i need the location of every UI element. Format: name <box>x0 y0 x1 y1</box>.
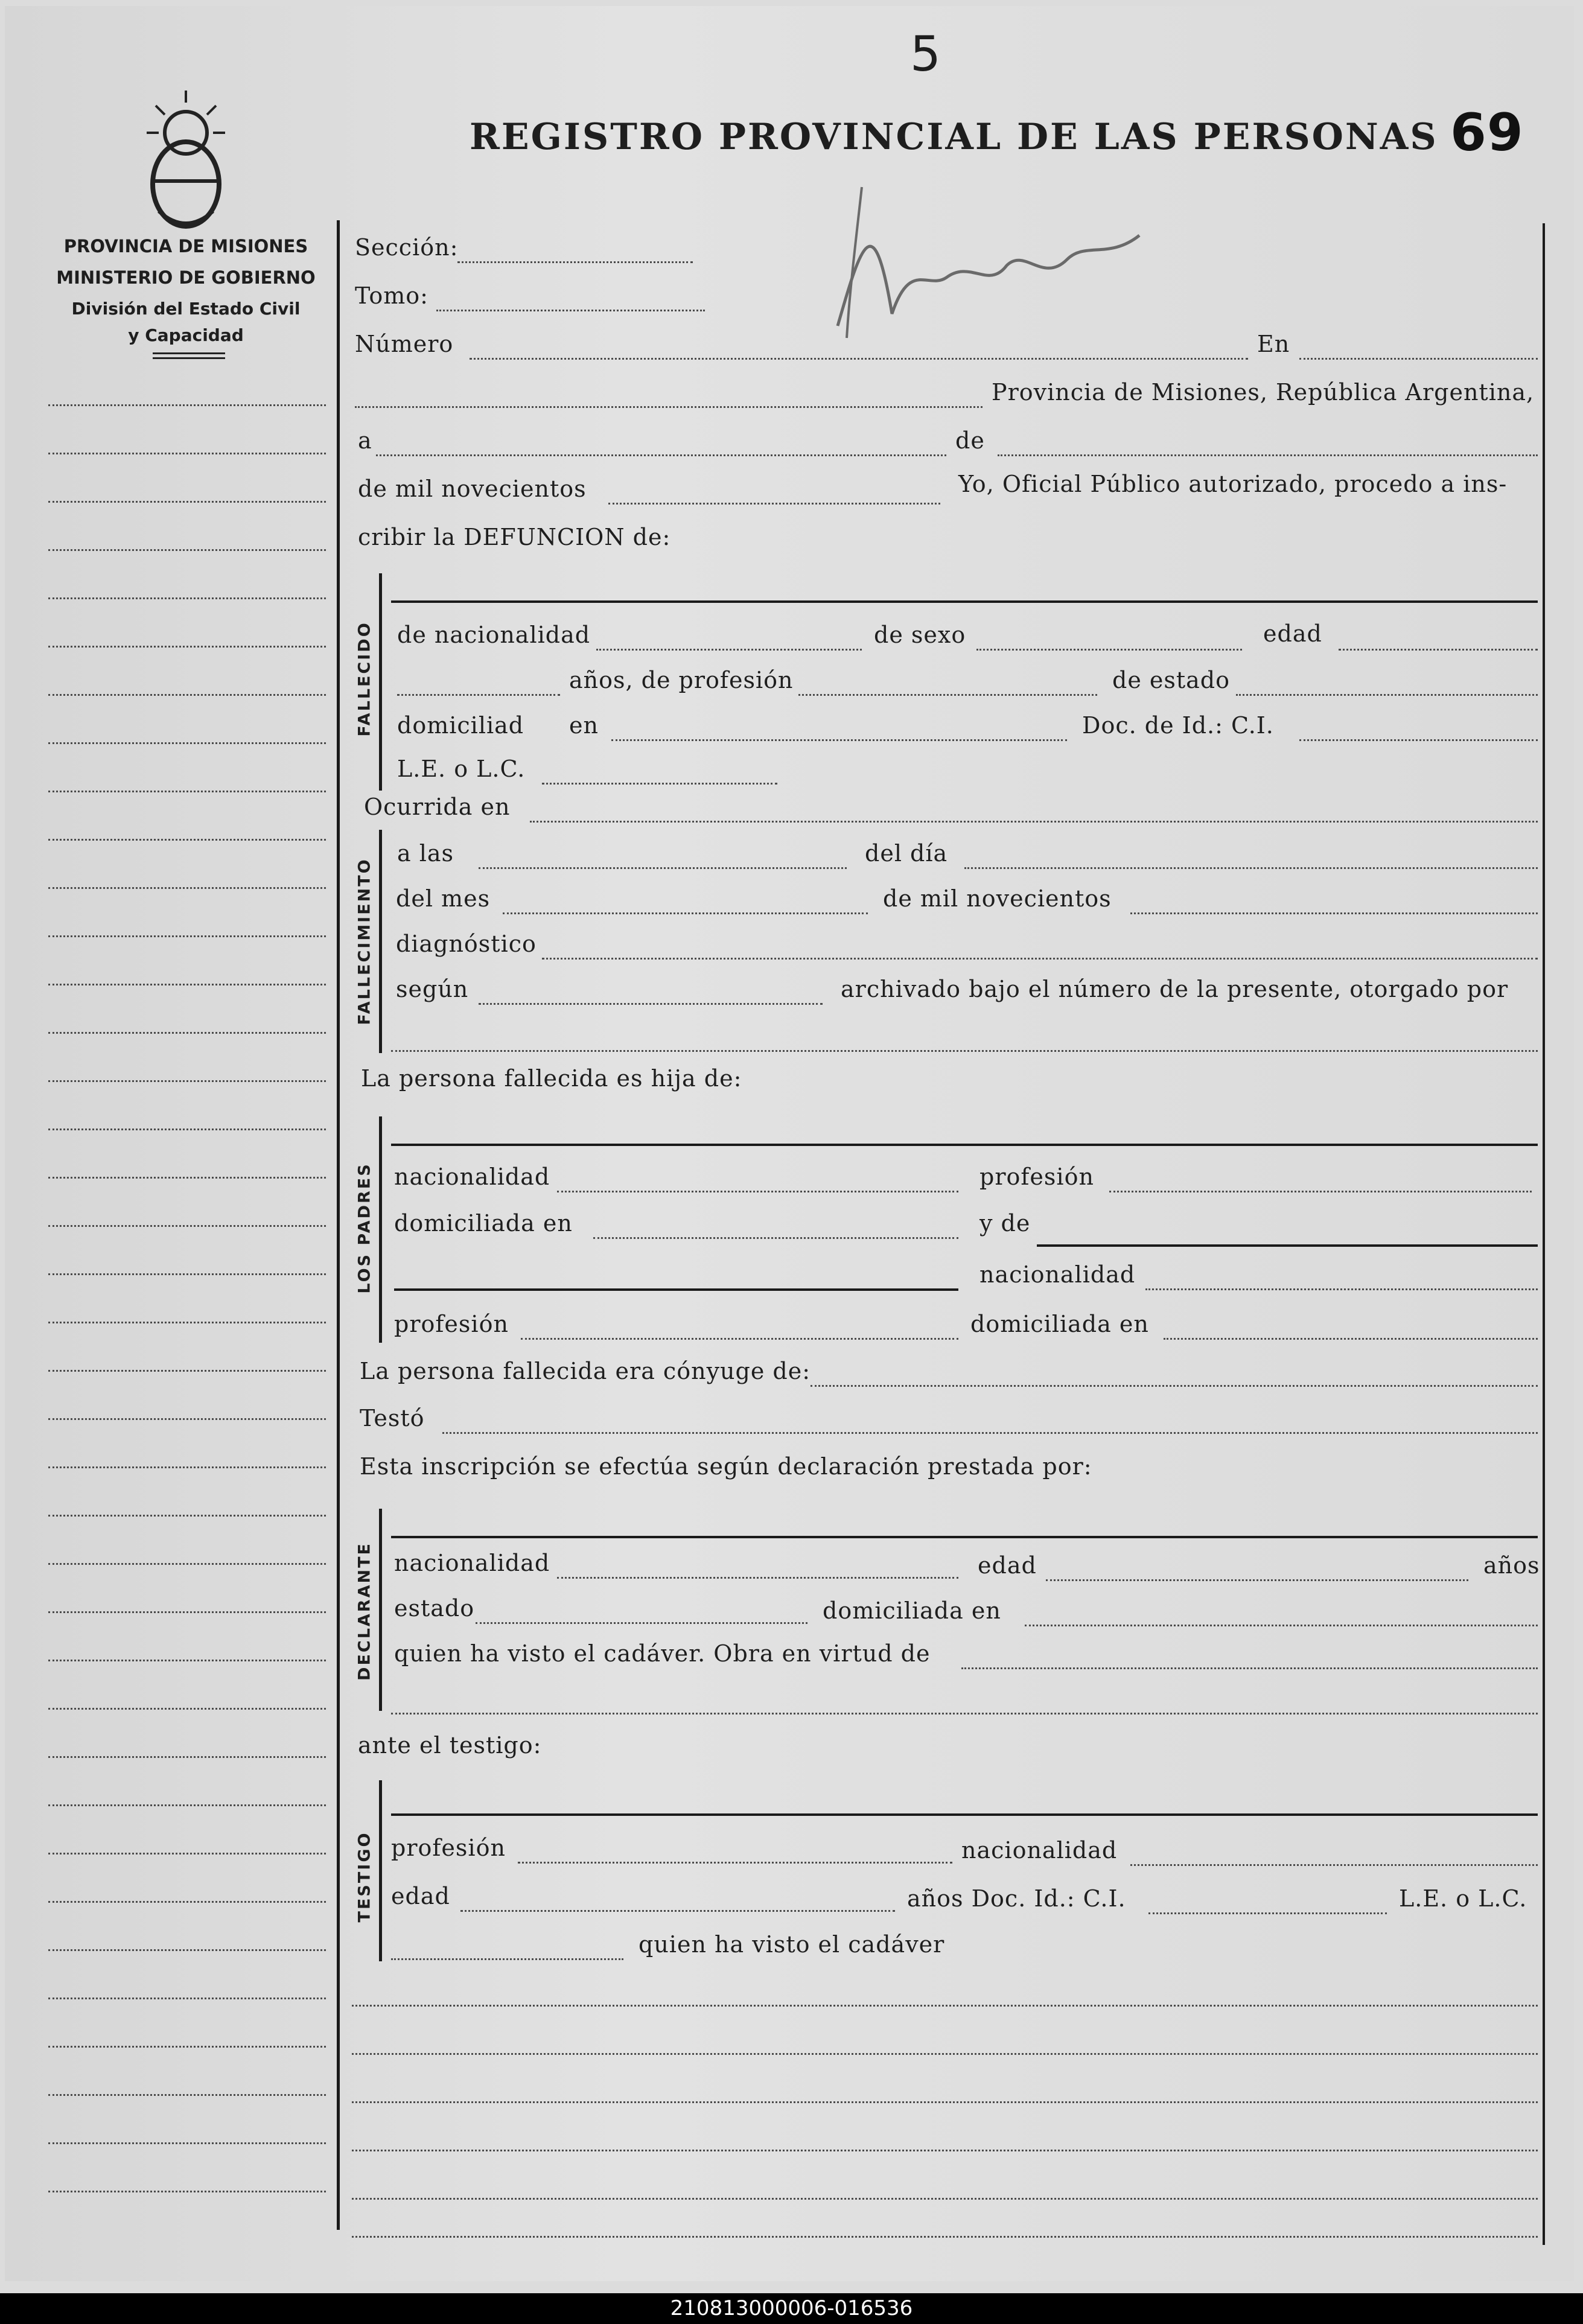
hija-de-label: La persona fallecida es hija de: <box>361 1065 742 1092</box>
edad-field[interactable] <box>1339 649 1538 651</box>
tomo-field[interactable] <box>436 310 705 311</box>
nacionalidad-field[interactable] <box>596 649 862 651</box>
name-line <box>391 600 1538 603</box>
month-field[interactable] <box>998 454 1538 456</box>
bracket-fallecido <box>379 573 382 791</box>
diagnostico-field[interactable] <box>542 958 1538 960</box>
bracket-fallecimiento <box>379 830 382 1053</box>
declarante-virtud-field[interactable] <box>961 1667 1538 1669</box>
le-lc-field[interactable] <box>542 783 777 785</box>
le-lc-label: L.E. o L.C. <box>397 756 526 782</box>
en-domicilio-label: en <box>569 712 599 739</box>
nacionalidad-label: de nacionalidad <box>397 622 591 648</box>
padre-name-line <box>391 1144 1538 1146</box>
declarante-nacionalidad-label: nacionalidad <box>394 1550 550 1576</box>
seccion-field[interactable] <box>457 261 693 263</box>
declarante-domiciliada-label: domiciliada en <box>823 1597 1001 1624</box>
header-underline <box>153 352 225 354</box>
madre-domiciliada-label: domiciliada en <box>970 1311 1149 1337</box>
padre-nacionalidad-field[interactable] <box>557 1191 958 1192</box>
padre-profesion-field[interactable] <box>1109 1191 1532 1192</box>
seccion-label: Sección: <box>355 234 459 261</box>
madre-domicilio-field[interactable] <box>1164 1338 1538 1340</box>
testigo-visto-label: quien ha visto el cadáver <box>639 1931 945 1958</box>
domicilio-field[interactable] <box>611 739 1067 741</box>
document-id-footer: 210813000006-016536 <box>0 2293 1583 2324</box>
conyuge-label: La persona fallecida era cónyuge de: <box>360 1358 811 1384</box>
estado-field[interactable] <box>1236 694 1538 696</box>
ocurrida-field[interactable] <box>530 821 1538 823</box>
diagnostico-label: diagnóstico <box>396 931 537 957</box>
testigo-doc-label: años Doc. Id.: C.I. <box>907 1885 1126 1912</box>
de-label: de <box>955 427 985 454</box>
testigo-profesion-label: profesión <box>391 1835 506 1861</box>
domiciliad-label: domiciliad <box>397 712 524 739</box>
declarante-name-line <box>391 1536 1538 1538</box>
del-mes-label: del mes <box>396 885 491 912</box>
de-mil-novecientos-2-label: de mil novecientos <box>883 885 1112 912</box>
declarante-estado-field[interactable] <box>476 1622 807 1624</box>
y-de-label: y de <box>979 1210 1031 1237</box>
declarante-nacionalidad-field[interactable] <box>557 1577 958 1579</box>
madre-profesion-label: profesión <box>394 1311 509 1337</box>
form-title: REGISTRO PROVINCIAL DE LAS PERSONAS <box>470 116 1438 158</box>
province-country-text: Provincia de Misiones, República Argentina, <box>992 379 1535 406</box>
declarante-estado-label: estado <box>394 1595 475 1622</box>
testigo-edad-label: edad <box>391 1883 450 1909</box>
segun-field[interactable] <box>479 1003 823 1005</box>
tomo-label: Tomo: <box>355 282 428 309</box>
bracket-padres <box>379 1116 382 1343</box>
profesion-field[interactable] <box>798 694 1097 696</box>
anos-field[interactable] <box>397 694 560 696</box>
estado-label: de estado <box>1112 667 1231 693</box>
declarante-domicilio-field[interactable] <box>1025 1625 1538 1626</box>
anos-profesion-label: años, de profesión <box>569 667 794 693</box>
ocurrida-label: Ocurrida en <box>364 794 511 820</box>
coat-of-arms-seal <box>141 91 231 229</box>
sexo-field[interactable] <box>976 649 1242 651</box>
testigo-le-lc-field[interactable] <box>391 1958 623 1960</box>
testigo-nacionalidad-label: nacionalidad <box>961 1837 1118 1864</box>
a-las-label: a las <box>397 840 454 867</box>
declarante-edad-field[interactable] <box>1046 1579 1468 1581</box>
testigo-nacionalidad-field[interactable] <box>1130 1864 1538 1866</box>
year-field[interactable] <box>608 503 940 505</box>
en-label: En <box>1257 331 1290 357</box>
en-field[interactable] <box>1299 358 1538 360</box>
division-label: División del Estado Civil <box>71 299 301 319</box>
madre-name-line-left[interactable] <box>394 1288 958 1291</box>
doc-ci-field[interactable] <box>1299 739 1538 741</box>
declarante-edad-label: edad <box>978 1552 1037 1579</box>
padre-nacionalidad-label: nacionalidad <box>394 1164 550 1190</box>
bracket-declarante <box>379 1509 382 1711</box>
handwritten-signature <box>826 169 1164 350</box>
numero-label: Número <box>355 331 454 357</box>
right-border <box>1543 223 1545 2245</box>
madre-nacionalidad-field[interactable] <box>1145 1288 1538 1290</box>
declarante-extra-field[interactable] <box>391 1713 1538 1714</box>
mes-field[interactable] <box>503 912 868 914</box>
capacity-label: y Capacidad <box>128 325 244 345</box>
oficial-text: Yo, Oficial Público autorizado, procedo a ins- <box>958 471 1508 497</box>
testo-label: Testó <box>360 1405 425 1431</box>
declaracion-text: Esta inscripción se efectúa según declaración prestada por: <box>360 1453 1092 1480</box>
declarante-anos-label: años <box>1483 1552 1540 1579</box>
padre-profesion-label: profesión <box>979 1164 1094 1190</box>
ano-field[interactable] <box>1130 912 1538 914</box>
day-field[interactable] <box>376 454 946 456</box>
inscribir-text: cribir la DEFUNCION de: <box>358 524 671 550</box>
testigo-le-lc-label: L.E. o L.C. <box>1399 1885 1527 1912</box>
testigo-name-line <box>391 1813 1538 1816</box>
segun-label: según <box>396 976 469 1002</box>
madre-profesion-field[interactable] <box>521 1338 958 1340</box>
declarante-visto-label: quien ha visto el cadáver. Obra en virtud de <box>394 1640 931 1667</box>
hora-field[interactable] <box>479 867 847 869</box>
testigo-label: ante el testigo: <box>358 1732 542 1759</box>
doc-ci-label: Doc. de Id.: C.I. <box>1082 712 1274 739</box>
testo-field[interactable] <box>442 1432 1538 1434</box>
otorgado-field[interactable] <box>391 1050 1538 1052</box>
province-label: PROVINCIA DE MISIONES <box>63 236 308 256</box>
testigo-edad-field[interactable] <box>460 1910 895 1912</box>
folio-number: 69 <box>1450 103 1524 163</box>
testigo-doc-field[interactable] <box>1148 1912 1387 1914</box>
dia-field[interactable] <box>964 867 1538 869</box>
edad-label: edad <box>1263 620 1322 647</box>
numero-field[interactable] <box>470 358 1248 360</box>
sexo-label: de sexo <box>874 622 966 648</box>
conyuge-field[interactable] <box>811 1385 1538 1387</box>
margin-divider <box>337 220 340 2230</box>
archivado-text: archivado bajo el número de la presente, otorgado por <box>841 976 1509 1002</box>
padre-domicilio-field[interactable] <box>593 1237 958 1239</box>
place-field[interactable] <box>355 406 983 408</box>
del-dia-label: del día <box>865 840 948 867</box>
bracket-testigo <box>379 1780 382 1961</box>
testigo-profesion-field[interactable] <box>518 1862 952 1864</box>
ministry-label: MINISTERIO DE GOBIERNO <box>56 267 316 288</box>
header-underline <box>153 357 225 359</box>
madre-nacionalidad-label: nacionalidad <box>979 1261 1136 1288</box>
page-number: 5 <box>910 26 941 82</box>
de-mil-novecientos-label: de mil novecientos <box>358 476 587 502</box>
madre-name-line[interactable] <box>1037 1244 1538 1247</box>
a-label: a <box>358 427 372 454</box>
form-page: 5 REGISTRO PROVINCIAL DE LAS PERSONAS 69 PROVINCIA DE MISIONES MINISTERIO DE GOBIERNO División del Estado Civil y Capacidad Sección: Tomo: Número En Provincia de Misiones, República Argentina, a de de mil novecientos Yo, Oficial Público autorizado, procedo a ins- cribir la DEFUNCION de: FALLECIDO de nacionalidad de sexo edad años, de profesión de estado domiciliad en Doc. de Id.: C.I. L.E. o L.C. Ocurrida en FALLECIMIENTO a las del día del mes de mil novecientos diagnóstico según archivado bajo el número de la presente, otorgado por La persona fallecida es hija de: LOS PADRES nacionalidad profesión domiciliada en y de nacionalidad profesión domiciliada en La persona fallecida era cónyuge de: Testó Esta inscripción se efectúa según declaración prestada por: DECLARANTE nacionalidad edad años estado domiciliada en quien ha visto el cadáver. Obra en virtud de ante el testigo: TESTIGO profesión nacionalidad edad años Doc. Id.: C.I. L.E. o L.C. quien ha visto el cadáver <box>5 6 1574 2281</box>
padre-domiciliada-label: domiciliada en <box>394 1210 573 1237</box>
